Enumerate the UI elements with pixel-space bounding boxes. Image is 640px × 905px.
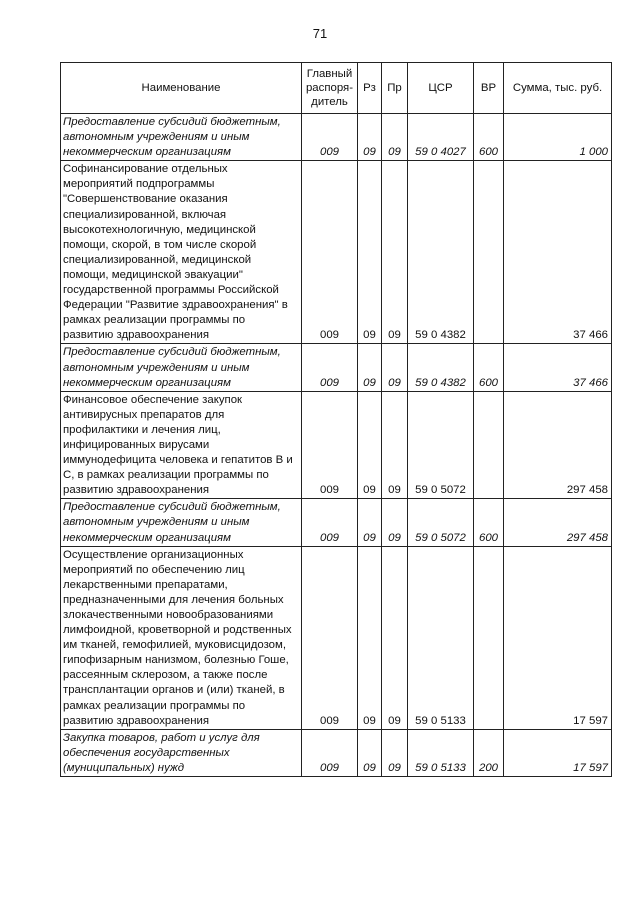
- cell-sum: 1 000: [504, 114, 612, 161]
- cell-vr: [474, 546, 504, 729]
- cell-name: Предоставление субсидий бюджетным, автономным учреждениям и иным некоммерческим организациям: [61, 344, 302, 391]
- col-header-name: Наименование: [61, 63, 302, 114]
- cell-csr: 59 0 5072: [408, 499, 474, 546]
- table-row: [61, 391, 612, 499]
- cell-csr: 59 0 4382: [408, 161, 474, 344]
- cell-vr: [474, 161, 504, 344]
- cell-rz: 09: [358, 546, 382, 729]
- cell-pr: 09: [382, 344, 408, 391]
- table-row: [61, 546, 612, 729]
- col-header-sum: Сумма, тыс. руб.: [504, 63, 612, 114]
- cell-vr: 600: [474, 344, 504, 391]
- cell-main-manager: 009: [302, 114, 358, 161]
- cell-vr: 600: [474, 499, 504, 546]
- cell-rz: 09: [358, 391, 382, 499]
- col-header-csr: ЦСР: [408, 63, 474, 114]
- cell-rz: 09: [358, 114, 382, 161]
- cell-csr: 59 0 5072: [408, 391, 474, 499]
- cell-sum: 37 466: [504, 161, 612, 344]
- cell-name: Финансовое обеспечение закупок антивирусных препаратов для профилактики и лечения лиц, инфицированных вирусами иммунодефицита человека и гепатитов В и С, в рамках реализации программы по развитию здравоохранения: [61, 391, 302, 499]
- cell-main-manager: 009: [302, 161, 358, 344]
- col-header-pr: Пр: [382, 63, 408, 114]
- cell-pr: 09: [382, 114, 408, 161]
- table-row: [61, 344, 612, 391]
- table-row: [61, 729, 612, 776]
- table-row: [61, 499, 612, 546]
- cell-main-manager: 009: [302, 499, 358, 546]
- cell-vr: [474, 391, 504, 499]
- cell-csr: 59 0 4382: [408, 344, 474, 391]
- cell-vr: 200: [474, 729, 504, 776]
- col-header-rz: Рз: [358, 63, 382, 114]
- cell-main-manager: 009: [302, 391, 358, 499]
- cell-csr: 59 0 5133: [408, 729, 474, 776]
- cell-sum: 297 458: [504, 499, 612, 546]
- cell-sum: 17 597: [504, 546, 612, 729]
- cell-name: Осуществление организационных мероприятий по обеспечению лиц лекарственными препаратами, предназначенными для лечения больных злокачественными новообразованиями лимфоидной, кроветворной и родственных им тканей, гемофилией, муковисцидозом, гипофизарным нанизмом, болезнью Гоше, рассеянным склерозом, а также после трансплантации органов и (или) тканей, в рамках реализации программы по развитию здравоохранения: [61, 546, 302, 729]
- col-header-main-manager: Главный распоря-дитель: [302, 63, 358, 114]
- table-row: [61, 161, 612, 344]
- table-row: [61, 114, 612, 161]
- cell-main-manager: 009: [302, 546, 358, 729]
- cell-pr: 09: [382, 546, 408, 729]
- cell-main-manager: 009: [302, 344, 358, 391]
- table-header-row: [61, 63, 612, 114]
- cell-rz: 09: [358, 729, 382, 776]
- budget-table: [60, 62, 612, 777]
- cell-rz: 09: [358, 499, 382, 546]
- cell-rz: 09: [358, 344, 382, 391]
- cell-name: Предоставление субсидий бюджетным, автономным учреждениям и иным некоммерческим организациям: [61, 114, 302, 161]
- cell-sum: 297 458: [504, 391, 612, 499]
- col-header-vr: ВР: [474, 63, 504, 114]
- cell-name: Предоставление субсидий бюджетным, автономным учреждениям и иным некоммерческим организациям: [61, 499, 302, 546]
- cell-rz: 09: [358, 161, 382, 344]
- cell-csr: 59 0 5133: [408, 546, 474, 729]
- page-number: 71: [312, 26, 328, 41]
- cell-csr: 59 0 4027: [408, 114, 474, 161]
- cell-pr: 09: [382, 161, 408, 344]
- cell-vr: 600: [474, 114, 504, 161]
- cell-name: Софинансирование отдельных мероприятий подпрограммы "Совершенствование оказания специализированной, включая высокотехнологичную, медицинской помощи, скорой, в том числе скорой специализированной, медицинской помощи, медицинской эвакуации" государственной программы Российской Федерации "Развитие здравоохранения" в рамках реализации программы по развитию здравоохранения: [61, 161, 302, 344]
- cell-pr: 09: [382, 391, 408, 499]
- cell-pr: 09: [382, 499, 408, 546]
- cell-sum: 37 466: [504, 344, 612, 391]
- cell-sum: 17 597: [504, 729, 612, 776]
- cell-main-manager: 009: [302, 729, 358, 776]
- cell-name: Закупка товаров, работ и услуг для обеспечения государственных (муниципальных) нужд: [61, 729, 302, 776]
- cell-pr: 09: [382, 729, 408, 776]
